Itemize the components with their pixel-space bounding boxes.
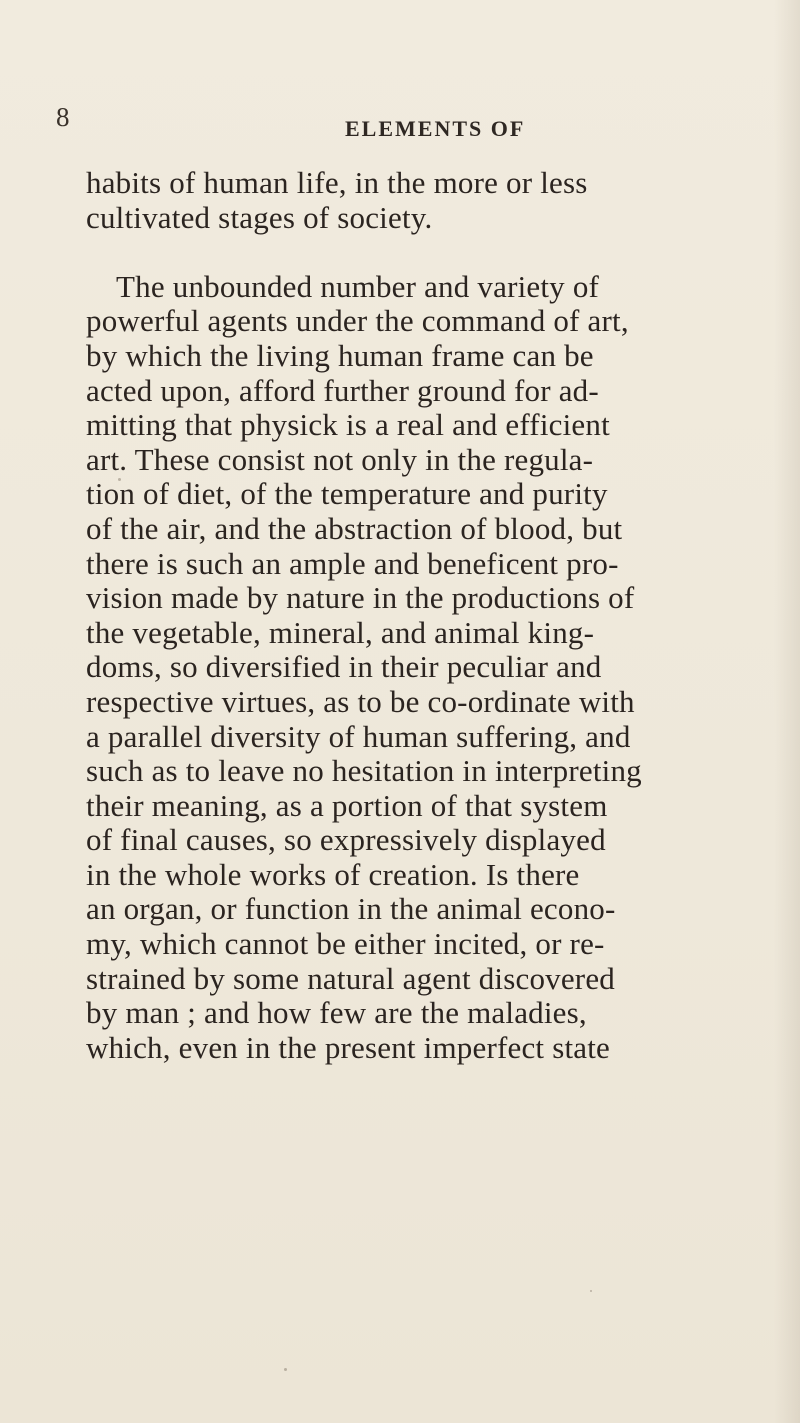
paper-speck	[118, 478, 121, 481]
text-line: powerful agents under the command of art,	[86, 303, 629, 339]
text-line: strained by some natural agent discovered	[86, 960, 615, 996]
text-line: art. These consist not only in the regula-	[86, 441, 594, 477]
body-text	[86, 166, 746, 1065]
paragraph-break	[86, 235, 746, 270]
text-line: the vegetable, mineral, and animal king-	[86, 614, 595, 650]
paper-speck	[284, 1368, 287, 1371]
text-line: my, which cannot be either incited, or re-	[86, 926, 605, 962]
text-line: of final causes, so expressively displayed	[86, 822, 606, 858]
page-edge-shadow	[774, 0, 800, 1423]
running-head	[0, 102, 800, 152]
text-line: acted upon, afford further ground for ad-	[86, 372, 599, 408]
text-line: cultivated stages of society.	[86, 199, 433, 235]
text-line: vision made by nature in the productions of	[86, 580, 635, 616]
text-line: mitting that physick is a real and efficient	[86, 407, 610, 443]
text-line: of the air, and the abstraction of blood, but	[86, 510, 623, 546]
text-line: an organ, or function in the animal econo-	[86, 891, 616, 927]
text-line: such as to leave no hesitation in interpreting	[86, 753, 642, 789]
text-line: a parallel diversity of human suffering, and	[86, 718, 631, 754]
text-line: habits of human life, in the more or less	[86, 165, 588, 200]
text-line: their meaning, as a portion of that system	[86, 787, 608, 823]
text-line: in the whole works of creation. Is there	[86, 856, 580, 892]
text-line: tion of diet, of the temperature and purity	[86, 476, 608, 512]
text-line: respective virtues, as to be co-ordinate with	[86, 683, 635, 719]
text-line: by man ; and how few are the maladies,	[86, 995, 587, 1031]
paper-speck	[590, 1290, 592, 1292]
page-number: 8	[56, 102, 70, 132]
text-line: The unbounded number and variety of	[116, 268, 600, 304]
text-line: by which the living human frame can be	[86, 337, 594, 373]
text-line: which, even in the present imperfect state	[86, 1029, 611, 1065]
text-line: doms, so diversified in their peculiar and	[86, 649, 602, 685]
running-title: ELEMENTS OF	[345, 116, 526, 141]
text-line: there is such an ample and beneficent pro-	[86, 545, 619, 581]
